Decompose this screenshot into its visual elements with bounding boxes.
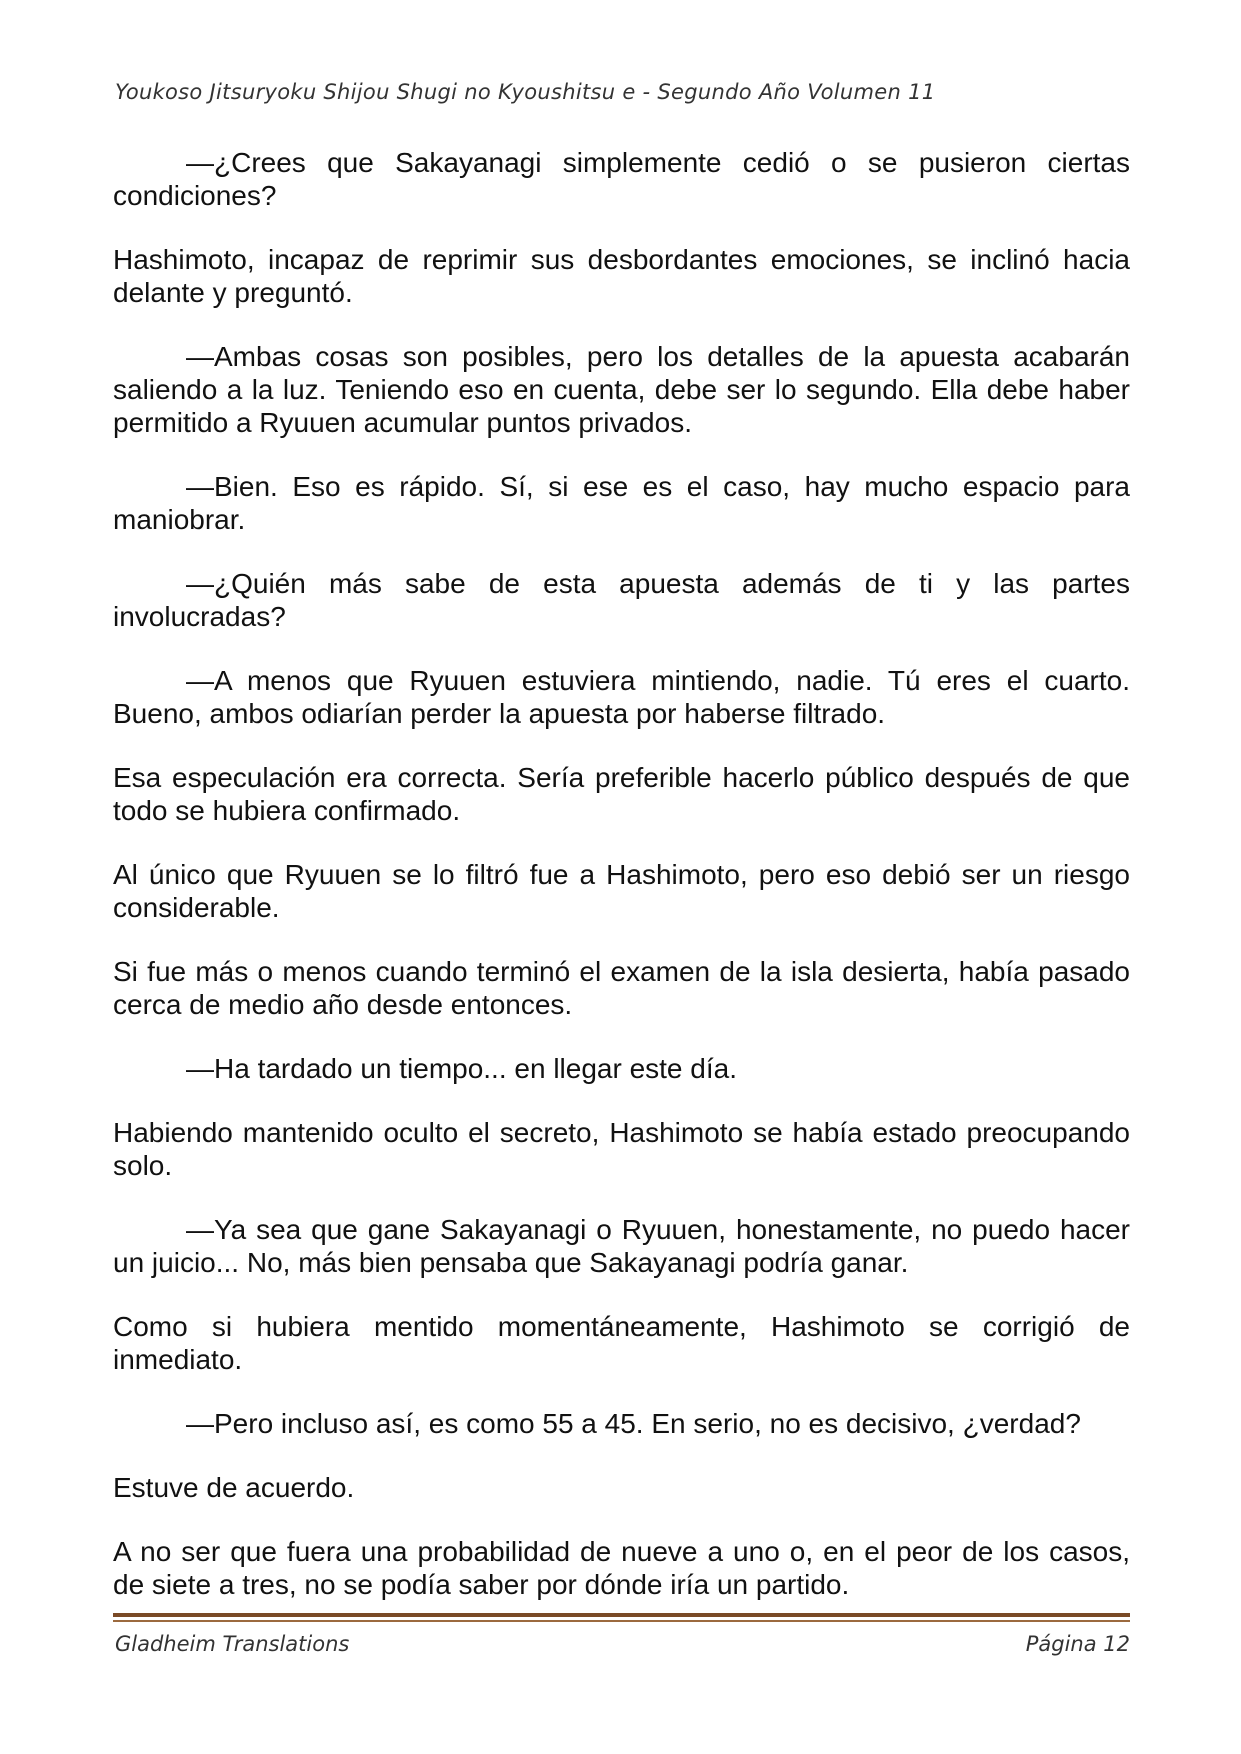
footer-credit: Gladheim Translations <box>115 1632 350 1656</box>
paragraph-dialogue: —¿Crees que Sakayanagi simplemente cedió o se pusieron ciertas condiciones? <box>113 147 1130 211</box>
paragraph-dialogue: —Bien. Eso es rápido. Sí, si ese es el caso, hay mucho espacio para maniobrar. <box>113 471 1130 535</box>
paragraph-narration: Esa especulación era correcta. Sería preferible hacerlo público después de que todo se hubiera confirmado. <box>113 762 1130 826</box>
paragraph-narration: Como si hubiera mentido momentáneamente, Hashimoto se corrigió de inmediato. <box>113 1311 1130 1375</box>
footer-divider-thin <box>113 1620 1130 1622</box>
paragraph-dialogue: —A menos que Ryuuen estuviera mintiendo, nadie. Tú eres el cuarto. Bueno, ambos odiarían perder la apuesta por haberse filtrado. <box>113 665 1130 729</box>
paragraph-narration: Al único que Ryuuen se lo filtró fue a Hashimoto, pero eso debió ser un riesgo considerable. <box>113 859 1130 923</box>
paragraph-dialogue: —Ambas cosas son posibles, pero los detalles de la apuesta acabarán saliendo a la luz. Teniendo eso en cuenta, debe ser lo segundo. Ella debe haber permitido a Ryuuen acumular puntos privados. <box>113 341 1130 438</box>
paragraph-dialogue: —Ya sea que gane Sakayanagi o Ryuuen, honestamente, no puedo hacer un juicio... No, más bien pensaba que Sakayanagi podría ganar. <box>113 1214 1130 1278</box>
body-text <box>113 146 1130 1632</box>
paragraph-narration: Hashimoto, incapaz de reprimir sus desbordantes emociones, se inclinó hacia delante y preguntó. <box>113 244 1130 308</box>
paragraph-dialogue: —Pero incluso así, es como 55 a 45. En serio, no es decisivo, ¿verdad? <box>186 1408 1081 1439</box>
paragraph-narration: A no ser que fuera una probabilidad de nueve a uno o, en el peor de los casos, de siete a tres, no se podía saber por dónde iría un partido. <box>113 1536 1130 1600</box>
page-number: Página 12 <box>1025 1632 1130 1656</box>
paragraph-narration: Estuve de acuerdo. <box>113 1472 355 1503</box>
paragraph-dialogue: —Ha tardado un tiempo... en llegar este día. <box>186 1053 737 1084</box>
running-header: Youkoso Jitsuryoku Shijou Shugi no Kyoushitsu e - Segundo Año Volumen 11 <box>115 80 936 104</box>
paragraph-narration: Si fue más o menos cuando terminó el examen de la isla desierta, había pasado cerca de medio año desde entonces. <box>113 956 1130 1020</box>
paragraph-narration: Habiendo mantenido oculto el secreto, Hashimoto se había estado preocupando solo. <box>113 1117 1130 1181</box>
paragraph-dialogue: —¿Quién más sabe de esta apuesta además de ti y las partes involucradas? <box>113 568 1130 632</box>
footer-divider-thick <box>113 1613 1130 1617</box>
